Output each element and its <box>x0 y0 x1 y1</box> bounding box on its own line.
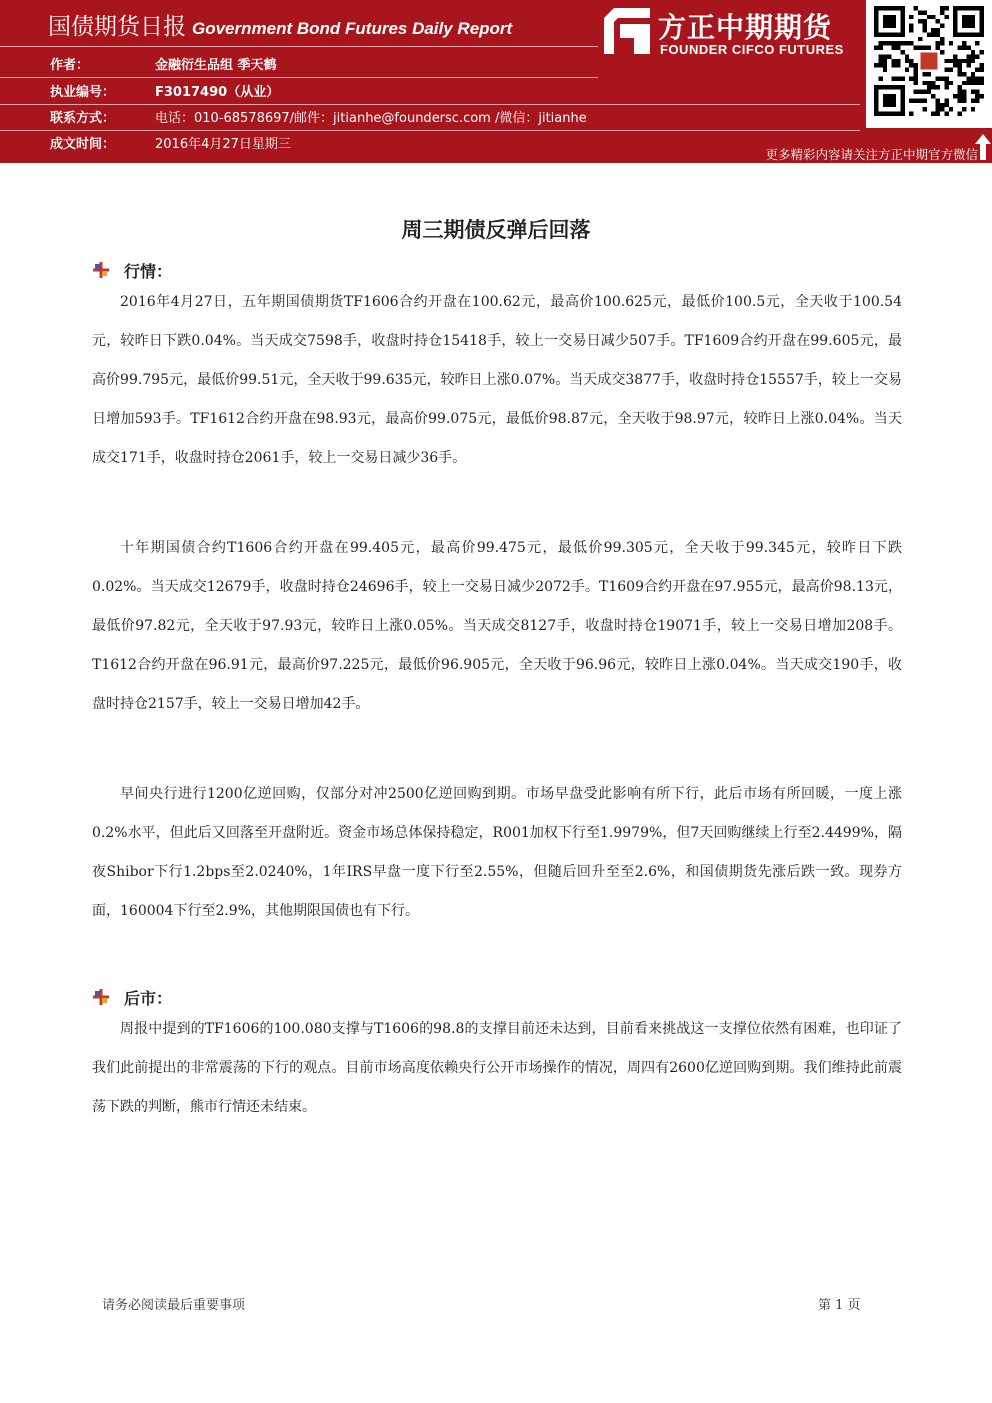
section-label: 行情： <box>124 262 173 281</box>
bullet-icon <box>92 261 110 279</box>
qr-code <box>866 0 992 128</box>
qr-code-icon <box>874 6 984 116</box>
meta-key: 作者： <box>50 58 90 73</box>
paragraph: 早间央行进行1200亿逆回购，仅部分对冲2500亿逆回购到期。市场早盘受此影响有所下行，此后市场有所回暖，一度上涨0.2%水平，但此后又回落至开盘附近。资金市场总体保持稳定，R001加权下行至1.9979%，但7天回购继续上行至2.4499%，隔夜Shibor下行1.2bps至2.0240%，1年IRS早盘一度下行至2.55%，但随后回升至至2.6%，和国债期货先涨后跌一致。现券方面，160004下行至2.9%，其他期限国债也有下行。 <box>92 786 902 919</box>
meta-key: 联系方式： <box>50 111 116 126</box>
logo-mark-icon <box>604 8 650 54</box>
bullet-icon <box>92 988 110 1006</box>
paragraph: 周报中提到的TF1606的100.080支撑与T1606的98.8的支撑目前还未达到，目前看来挑战这一支撑位依然有困难，也印证了我们此前提出的非常震荡的下行的观点。目前市场高度依赖央行公开市场操作的情况，周四有2600亿逆回购到期。我们维持此前震荡下跌的判断，熊市行情还未结束。 <box>92 1021 902 1115</box>
meta-key: 执业编号： <box>50 85 116 100</box>
paragraph: 2016年4月27日，五年期国债期货TF1606合约开盘在100.62元，最高价100.625元，最低价100.5元，全天收于100.54元，较昨日下跌0.04%。当天成交7598手，收盘时持仓15418手，较上一交易日减少507手。TF1609合约开盘在99.605元，最高价99.795元，最低价99.51元，全天收于99.635元，较昨日上涨0.07%。当天成交3877手，收盘时持仓15557手，较上一交易日增加593手。TF1612合约开盘在98.93元，最高价99.075元，最低价98.87元，全天收于98.97元，较昨日上涨0.04%。当天成交171手，收盘时持仓2061手，较上一交易日减少36手。 <box>92 294 902 466</box>
follow-wechat-text: 更多精彩内容请关注方正中期官方微信 <box>765 147 978 162</box>
meta-value: F3017490（从业） <box>155 85 280 100</box>
meta-value: 2016年4月27日星期三 <box>155 137 291 152</box>
logo-text-cn: 方正中期期货 <box>658 11 833 44</box>
section-label: 后市： <box>124 989 173 1008</box>
report-title-en: Government Bond Futures Daily Report <box>192 19 513 38</box>
header-divider <box>0 104 860 105</box>
meta-value: 金融衍生品组 季天鹤 <box>155 58 277 73</box>
document-title: 周三期债反弹后回落 <box>401 218 591 242</box>
report-title-cn: 国债期货日报 <box>48 14 186 40</box>
report-header-banner <box>0 0 992 163</box>
report-title <box>48 8 512 41</box>
company-logo <box>598 4 860 62</box>
header-divider <box>0 130 860 131</box>
meta-key: 成文时间： <box>50 137 116 152</box>
paragraph: 十年期国债合约T1606合约开盘在99.405元，最高价99.475元，最低价99.305元，全天收于99.345元，较昨日下跌0.02%。当天成交12679手，收盘时持仓24696手，较上一交易日减少2072手。T1609合约开盘在97.955元，最高价98.13元，最低价97.82元，全天收于97.93元，较昨日上涨0.05%。当天成交8127手，收盘时持仓19071手，较上一交易日增加208手。T1612合约开盘在96.91元，最高价97.225元，最低价96.905元，全天收于96.96元，较昨日上涨0.04%。当天成交190手，收盘时持仓2157手，较上一交易日增加42手。 <box>92 540 902 712</box>
page-number: 第 1 页 <box>818 1298 861 1313</box>
up-arrow-icon <box>975 134 991 160</box>
header-divider <box>0 46 598 47</box>
logo-text-en: FOUNDER CIFCO FUTURES <box>660 42 844 57</box>
meta-value: 电话：010-68578697/邮件：jitianhe@foundersc.com /微信：jitianhe <box>155 111 587 126</box>
header-divider <box>0 77 598 78</box>
footer-notice: 请务必阅读最后重要事项 <box>102 1298 246 1313</box>
